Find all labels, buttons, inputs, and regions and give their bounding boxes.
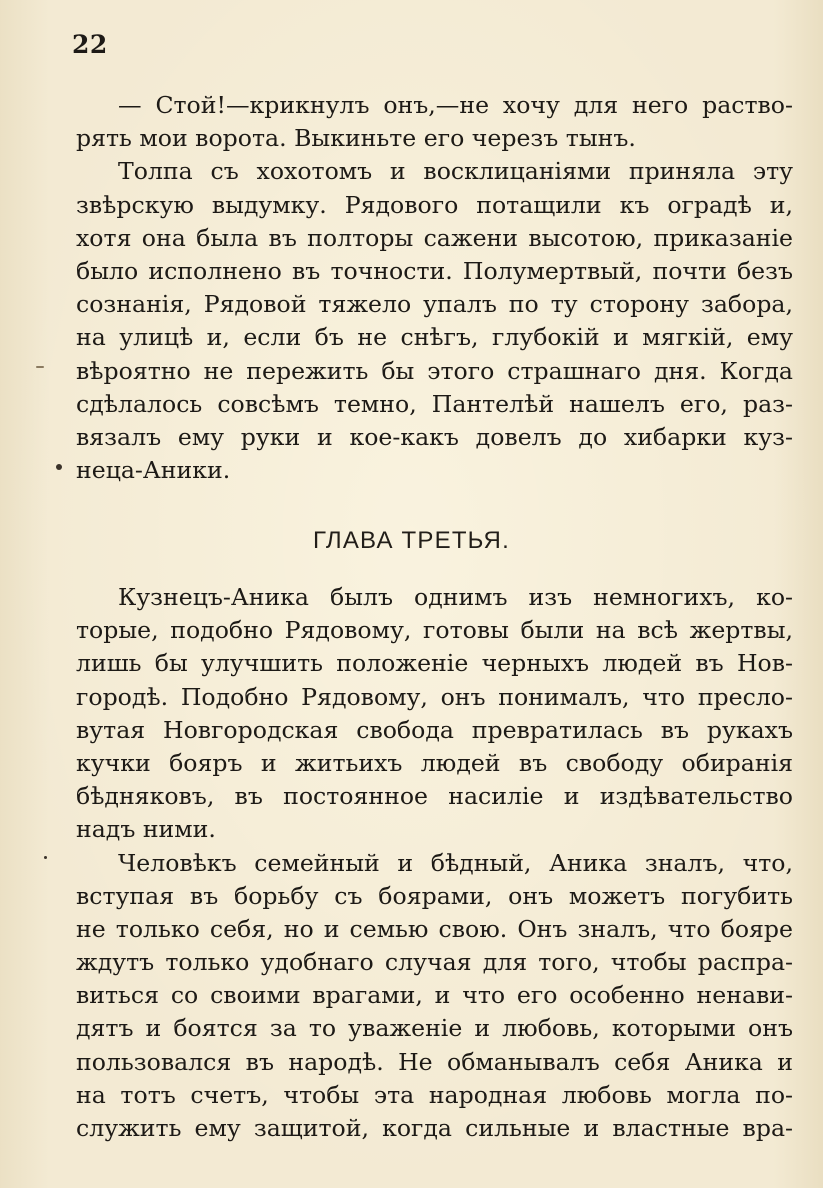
text-line: вязалъ ему руки и кое-какъ довелъ до хибарки куз- xyxy=(76,422,793,451)
text-line: было исполнено въ точности. Полумертвый, почти безъ xyxy=(76,256,793,285)
text-block-bottom xyxy=(76,581,793,1145)
text-line: торые, подобно Рядовому, готовы были на всѣ жертвы, xyxy=(76,616,793,645)
text-line: Толпа съ хохотомъ и восклицаніями приняла эту xyxy=(118,157,793,186)
text-line: служить ему защитой, когда сильные и властные вра- xyxy=(76,1114,793,1142)
margin-dash xyxy=(36,366,44,368)
text-line: сознанія, Рядовой тяжело упалъ по ту сторону забора, xyxy=(76,290,793,319)
chapter-title: ГЛАВА ТРЕТЬЯ. xyxy=(313,527,510,554)
text-line: рять мои ворота. Выкиньте его черезъ тынъ. xyxy=(76,124,636,153)
text-line: Человѣкъ семейный и бѣдный, Аника зналъ, что, xyxy=(118,848,793,877)
text-line: вѣроятно не пережить бы этого страшнаго дня. Когда xyxy=(76,356,793,385)
text-line: на улицѣ и, если бъ не снѣгъ, глубокій и мягкій, ему xyxy=(76,323,793,352)
text-line: сдѣлалось совсѣмъ темно, Пантелѣй нашелъ его, раз- xyxy=(76,389,793,418)
text-line: ждутъ только удобнаго случая для того, чтобы распра- xyxy=(76,948,793,977)
text-line: дятъ и боятся за то уваженіе и любовь, которыми онъ xyxy=(76,1014,793,1043)
text-line: не только себя, но и семью свою. Онъ зналъ, что бояре xyxy=(76,914,793,943)
text-line: вступая въ борьбу съ боярами, онъ можетъ погубить xyxy=(76,881,793,910)
text-line: хотя она была въ полторы сажени высотою, приказаніе xyxy=(76,223,793,252)
paragraph xyxy=(76,581,793,847)
text-line: пользовался въ народѣ. Не обманывалъ себя Аника и xyxy=(76,1047,793,1076)
text-line: лишь бы улучшить положеніе черныхъ людей въ Нов- xyxy=(76,649,793,678)
text-line: виться со своими врагами, и что его особенно ненави- xyxy=(76,981,793,1010)
paragraph xyxy=(76,89,793,155)
text-line: звѣрскую выдумку. Рядового потащили къ оградѣ и, xyxy=(76,190,793,219)
text-line: кучки бояръ и житьихъ людей въ свободу обиранія xyxy=(76,748,793,777)
text-line: на тотъ счетъ, чтобы эта народная любовь могла по- xyxy=(76,1080,793,1109)
text-line: Кузнецъ-Аника былъ однимъ изъ немногихъ, ко- xyxy=(118,583,793,611)
margin-dot xyxy=(44,856,47,859)
text-line: городѣ. Подобно Рядовому, онъ понималъ, что пресло- xyxy=(76,682,793,711)
margin-dot xyxy=(56,464,62,470)
text-line: бѣдняковъ, въ постоянное насиліе и издѣвательство xyxy=(76,782,793,811)
paragraph xyxy=(76,155,793,487)
text-block-top xyxy=(76,89,793,487)
page-number: 22 xyxy=(72,30,108,59)
text-line: вутая Новгородская свобода превратилась въ рукахъ xyxy=(76,715,793,744)
paragraph xyxy=(76,847,793,1146)
text-line: надъ ними. xyxy=(76,815,216,844)
text-line: неца-Аники. xyxy=(76,456,231,485)
text-line: — Стой!—крикнулъ онъ,—не хочу для него раство- xyxy=(118,91,793,119)
